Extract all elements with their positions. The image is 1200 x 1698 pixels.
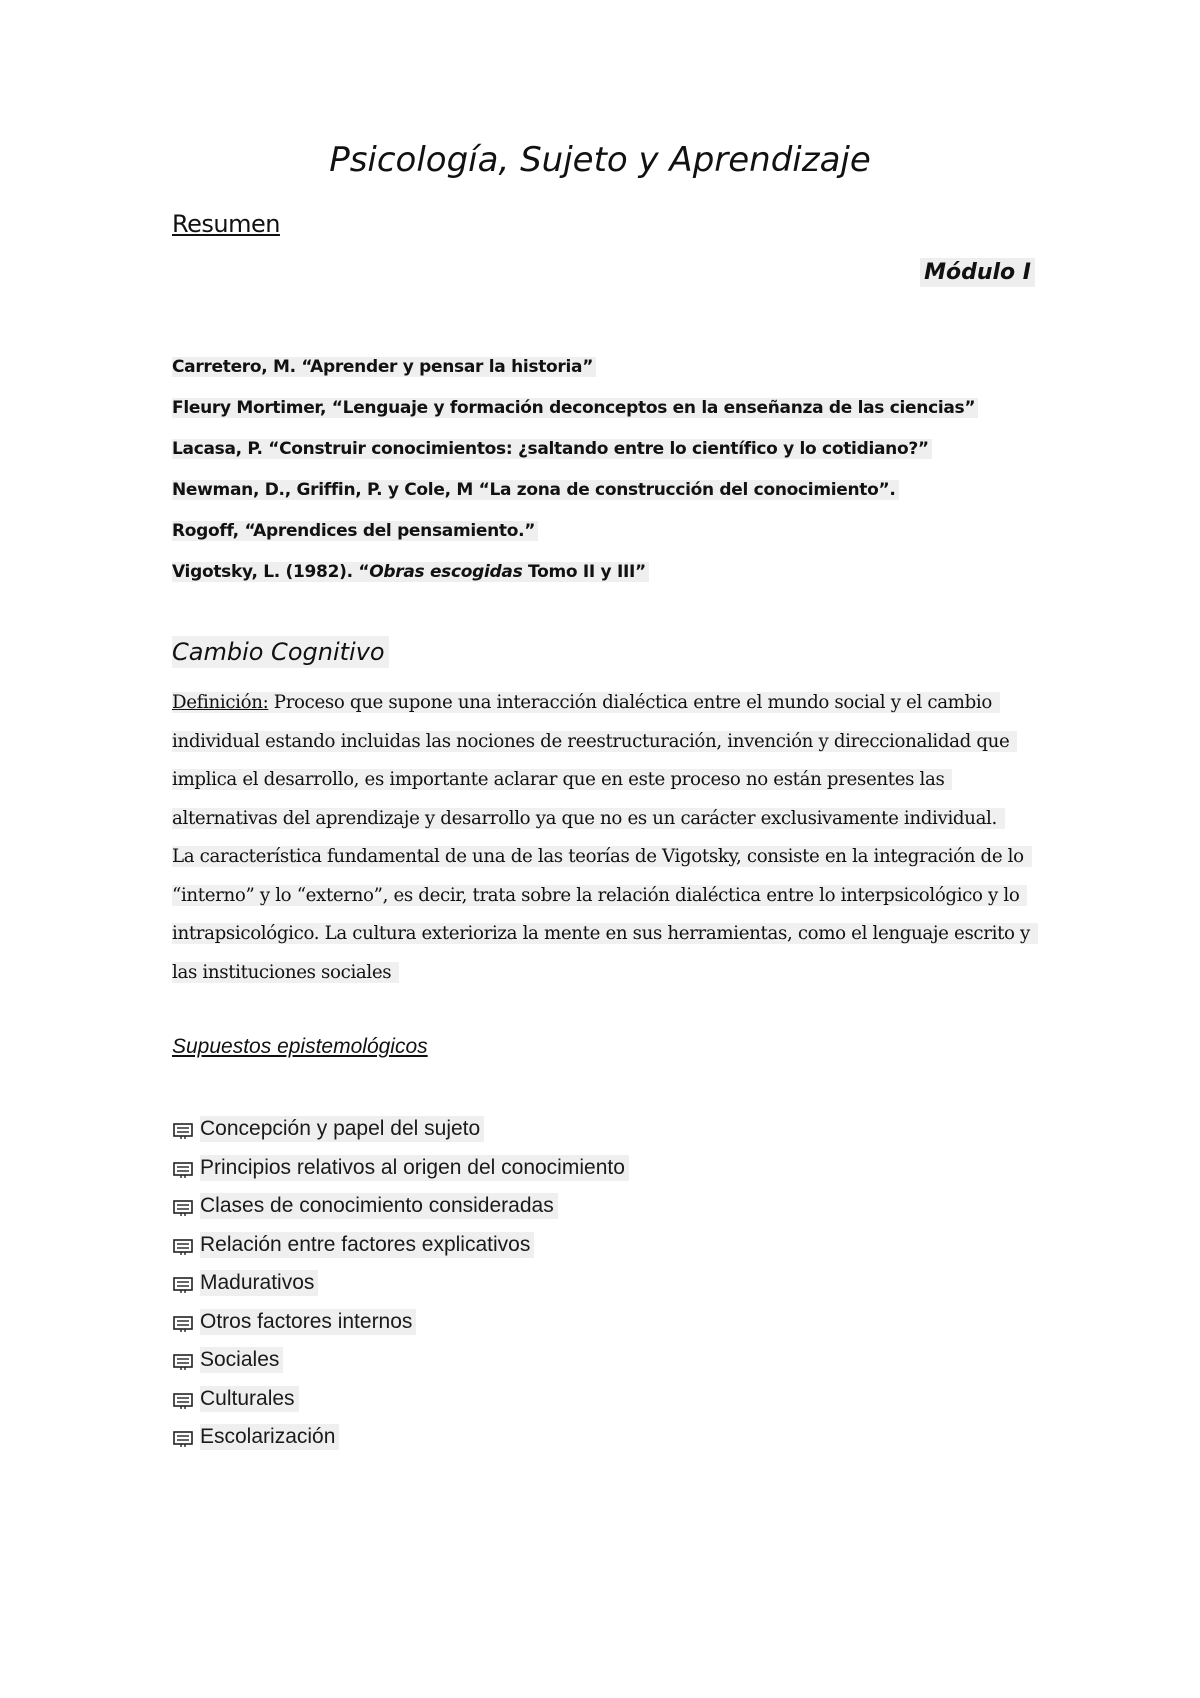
reference-item bbox=[172, 557, 978, 598]
reference-text: Fleury Mortimer, “Lenguaje y formación deconceptos en la enseñanza de las ciencias” bbox=[172, 398, 978, 418]
paragraph-line bbox=[172, 761, 1052, 800]
keyboard-icon bbox=[172, 1350, 194, 1372]
reference-item bbox=[172, 475, 978, 516]
paragraph-line bbox=[172, 723, 1052, 762]
paragraph-line bbox=[172, 915, 1052, 954]
keyboard-icon bbox=[172, 1196, 194, 1218]
keyboard-icon bbox=[172, 1235, 194, 1257]
paragraph-line bbox=[172, 684, 1052, 723]
paragraph-line bbox=[172, 954, 1052, 993]
list-item-text: Otros factores internos bbox=[200, 1309, 416, 1335]
list-item-text: Sociales bbox=[200, 1347, 283, 1373]
line-highlight bbox=[172, 692, 1000, 713]
reference-item bbox=[172, 434, 978, 475]
list-item bbox=[172, 1149, 629, 1188]
reference-suffix: Tomo II y III” bbox=[522, 562, 646, 582]
list-item bbox=[172, 1418, 629, 1457]
section-heading-cambio-cognitivo: Cambio Cognitivo bbox=[172, 636, 389, 668]
keyboard-icon bbox=[172, 1119, 194, 1141]
keyboard-icon bbox=[172, 1273, 194, 1295]
reference-text: Newman, D., Griffin, P. y Cole, M “La zona de construcción del conocimiento”. bbox=[172, 480, 899, 500]
list-item-text: Culturales bbox=[200, 1386, 299, 1412]
line-text: alternativas del aprendizaje y desarrollo ya que no es un carácter exclusivamente individual. bbox=[172, 808, 1005, 829]
reference-item bbox=[172, 352, 978, 393]
list-item bbox=[172, 1110, 629, 1149]
list-item-text: Relación entre factores explicativos bbox=[200, 1232, 534, 1258]
paragraph-line bbox=[172, 877, 1052, 916]
list-item-text: Clases de conocimiento consideradas bbox=[200, 1193, 558, 1219]
list-item bbox=[172, 1264, 629, 1303]
list-item bbox=[172, 1303, 629, 1342]
line-text: individual estando incluidas las nociones de reestructuración, invención y direccionalidad que bbox=[172, 731, 1017, 752]
paragraph-line bbox=[172, 800, 1052, 839]
section-heading-supuestos: Supuestos epistemológicos bbox=[172, 1035, 428, 1058]
keyboard-icon bbox=[172, 1427, 194, 1449]
list-item-text: Madurativos bbox=[200, 1270, 318, 1296]
reference-text: Rogoff, “Aprendices del pensamiento.” bbox=[172, 521, 538, 541]
document-title: Psicología, Sujeto y Aprendizaje bbox=[329, 140, 871, 180]
definition-paragraph bbox=[172, 684, 1052, 992]
line-text: implica el desarrollo, es importante aclarar que en este proceso no están presentes las bbox=[172, 769, 952, 790]
reference-prefix: Vigotsky, L. (1982). “ bbox=[172, 562, 370, 582]
line-text: intrapsicológico. La cultura exterioriza la mente en sus herramientas, como el lenguaje escrito y bbox=[172, 923, 1038, 944]
paragraph-line bbox=[172, 838, 1052, 877]
keyboard-icon bbox=[172, 1312, 194, 1334]
list-item-text: Concepción y papel del sujeto bbox=[200, 1116, 484, 1142]
reference-text bbox=[172, 562, 649, 582]
line-text: las instituciones sociales bbox=[172, 962, 399, 983]
reference-item bbox=[172, 516, 978, 557]
line-text: Proceso que supone una interacción dialéctica entre el mundo social y el cambio bbox=[268, 692, 992, 713]
list-item bbox=[172, 1380, 629, 1419]
list-item bbox=[172, 1341, 629, 1380]
reference-text: Lacasa, P. “Construir conocimientos: ¿saltando entre lo científico y lo cotidiano?” bbox=[172, 439, 932, 459]
list-item-text: Principios relativos al origen del conocimiento bbox=[200, 1155, 629, 1181]
list-item bbox=[172, 1187, 629, 1226]
reference-item bbox=[172, 393, 978, 434]
line-text: “interno” y lo “externo”, es decir, trata sobre la relación dialéctica entre lo interpsicológico y lo bbox=[172, 885, 1027, 906]
reference-list bbox=[172, 352, 978, 598]
reference-italic-title: Obras escogidas bbox=[369, 562, 523, 582]
supuestos-list bbox=[172, 1110, 629, 1457]
summary-heading: Resumen bbox=[172, 210, 280, 238]
list-item bbox=[172, 1226, 629, 1265]
list-item-text: Escolarización bbox=[200, 1424, 339, 1450]
definition-label: Definición: bbox=[172, 692, 269, 713]
reference-text: Carretero, M. “Aprender y pensar la historia” bbox=[172, 357, 596, 377]
line-text: La característica fundamental de una de las teorías de Vigotsky, consiste en la integración de lo bbox=[172, 846, 1032, 867]
module-label: Módulo I bbox=[920, 258, 1035, 287]
keyboard-icon bbox=[172, 1158, 194, 1180]
keyboard-icon bbox=[172, 1389, 194, 1411]
